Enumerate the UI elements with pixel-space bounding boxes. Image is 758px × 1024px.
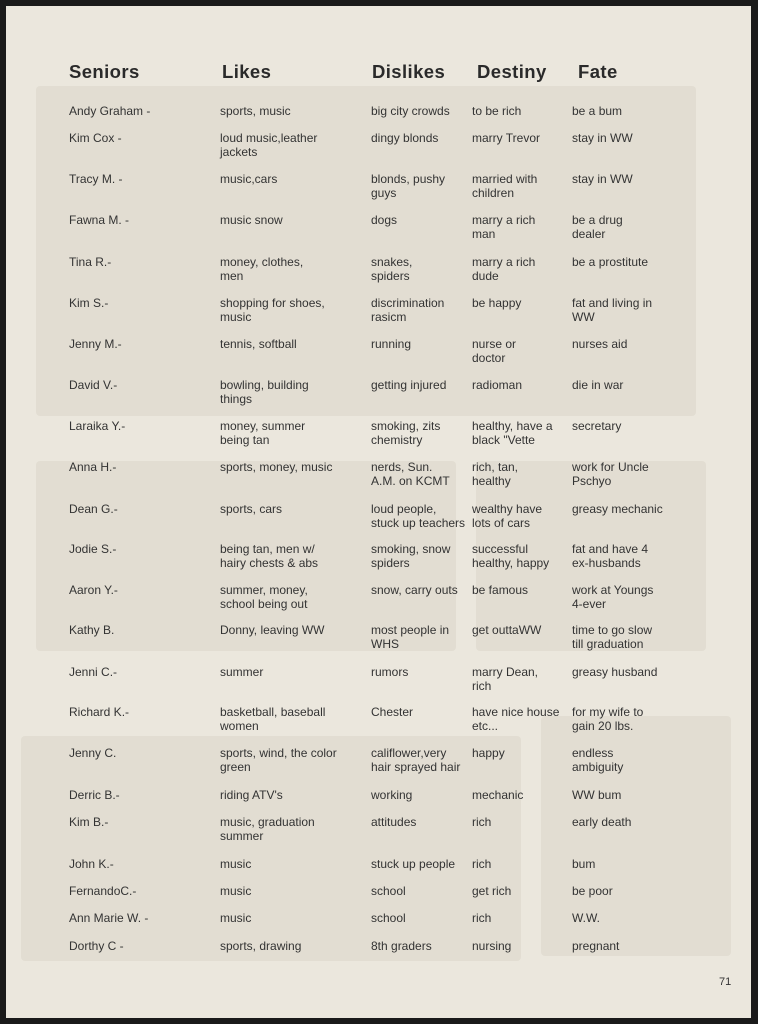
destiny-cell: rich [472, 815, 492, 829]
fate-cell: greasy husband [572, 665, 658, 679]
senior-name: Laraika Y.- [69, 419, 126, 433]
likes-cell: summer [220, 665, 264, 679]
fate-cell: be a prostitute [572, 255, 649, 269]
likes-cell: riding ATV's [220, 788, 283, 802]
destiny-cell: healthy, have a black "Vette [472, 419, 553, 447]
dislikes-cell: smoking, snow spiders [371, 542, 451, 570]
destiny-cell: radioman [472, 378, 523, 392]
destiny-cell: get rich [472, 884, 512, 898]
dislikes-cell: dogs [371, 213, 398, 227]
senior-name: Richard K.- [69, 705, 130, 719]
likes-cell: music [220, 884, 252, 898]
senior-name: Dorthy C - [69, 939, 124, 953]
destiny-cell: rich [472, 911, 492, 925]
likes-cell: money, clothes, men [220, 255, 304, 283]
likes-cell: sports, cars [220, 502, 283, 516]
senior-name: Jenny M.- [69, 337, 122, 351]
likes-cell: sports, money, music [220, 460, 333, 474]
destiny-cell: be famous [472, 583, 529, 597]
dislikes-cell: loud people, stuck up teachers [371, 502, 466, 530]
senior-name: Tracy M. - [69, 172, 123, 186]
dislikes-cell: rumors [371, 665, 409, 679]
fate-cell: for my wife to gain 20 lbs. [572, 705, 644, 733]
fate-cell: work at Youngs 4-ever [572, 583, 654, 611]
senior-name: Kim S.- [69, 296, 109, 310]
destiny-cell: happy [472, 746, 505, 760]
dislikes-cell: stuck up people [371, 857, 456, 871]
likes-cell: music, graduation summer [220, 815, 315, 843]
destiny-cell: be happy [472, 296, 522, 310]
fate-cell: be a drug dealer [572, 213, 623, 241]
page-number: 71 [719, 976, 732, 988]
destiny-cell: get outtaWW [472, 623, 542, 637]
dislikes-cell: big city crowds [371, 104, 450, 118]
destiny-cell: rich [472, 857, 492, 871]
fate-cell: time to go slow till graduation [572, 623, 653, 651]
destiny-cell: to be rich [472, 104, 522, 118]
dislikes-cell: snakes, spiders [371, 255, 413, 283]
dislikes-cell: school [371, 911, 406, 925]
likes-cell: Donny, leaving WW [220, 623, 325, 637]
destiny-cell: rich, tan, healthy [472, 460, 519, 488]
dislikes-cell: attitudes [371, 815, 417, 829]
dislikes-cell: most people in WHS [371, 623, 450, 651]
likes-cell: shopping for shoes, music [220, 296, 325, 324]
header-dislikes: Dislikes [372, 61, 446, 82]
likes-cell: bowling, building things [220, 378, 309, 406]
likes-cell: loud music,leather jackets [220, 131, 318, 159]
senior-name: Andy Graham - [69, 104, 151, 118]
likes-cell: music [220, 911, 252, 925]
likes-cell: sports, wind, the color green [220, 746, 337, 774]
senior-name: David V.- [69, 378, 118, 392]
senior-name: Jenny C. [69, 746, 117, 760]
fate-cell: W.W. [572, 911, 600, 925]
senior-name: Kathy B. [69, 623, 115, 637]
header-seniors: Seniors [69, 61, 140, 82]
fate-cell: nurses aid [572, 337, 628, 351]
fate-cell: fat and living in WW [572, 296, 653, 324]
senior-name: Anna H.- [69, 460, 117, 474]
fate-cell: fat and have 4 ex-husbands [572, 542, 649, 570]
likes-cell: music,cars [220, 172, 278, 186]
senior-name: Jenni C.- [69, 665, 118, 679]
fate-cell: secretary [572, 419, 622, 433]
senior-name: Derric B.- [69, 788, 120, 802]
fate-cell: die in war [572, 378, 624, 392]
senior-name: Fawna M. - [69, 213, 130, 227]
likes-cell: music [220, 857, 252, 871]
fate-cell: work for Uncle Pschyo [572, 460, 649, 488]
likes-cell: tennis, softball [220, 337, 297, 351]
destiny-cell: marry Dean, rich [472, 665, 539, 693]
senior-name: Jodie S.- [69, 542, 117, 556]
fate-cell: stay in WW [572, 131, 633, 145]
fate-cell: be poor [572, 884, 613, 898]
dislikes-cell: smoking, zits chemistry [371, 419, 441, 447]
senior-name: Dean G.- [69, 502, 118, 516]
senior-name: John K.- [69, 857, 114, 871]
dislikes-cell: getting injured [371, 378, 447, 392]
fate-cell: bum [572, 857, 596, 871]
senior-name: Kim Cox - [69, 131, 122, 145]
fate-cell: pregnant [572, 939, 620, 953]
dislikes-cell: running [371, 337, 412, 351]
destiny-cell: nursing [472, 939, 512, 953]
dislikes-cell: discrimination rasicm [371, 296, 445, 324]
dislikes-cell: califlower,very hair sprayed hair [371, 746, 461, 774]
destiny-cell: married with children [472, 172, 538, 200]
header-destiny: Destiny [477, 61, 547, 82]
dislikes-cell: dingy blonds [371, 131, 439, 145]
likes-cell: sports, music [220, 104, 291, 118]
dislikes-cell: snow, carry outs [371, 583, 458, 597]
likes-cell: sports, drawing [220, 939, 302, 953]
destiny-cell: wealthy have lots of cars [472, 502, 543, 530]
fate-cell: stay in WW [572, 172, 633, 186]
dislikes-cell: blonds, pushy guys [371, 172, 446, 200]
header-likes: Likes [222, 61, 272, 82]
senior-name: FernandoC.- [69, 884, 137, 898]
likes-cell: being tan, men w/ hairy chests & abs [220, 542, 319, 570]
fate-cell: WW bum [572, 788, 622, 802]
dislikes-cell: nerds, Sun. A.M. on KCMT [371, 460, 450, 488]
destiny-cell: marry Trevor [472, 131, 541, 145]
destiny-cell: marry a rich dude [472, 255, 536, 283]
destiny-cell: mechanic [472, 788, 524, 802]
destiny-cell: have nice house etc... [472, 705, 560, 733]
dislikes-cell: 8th graders [371, 939, 432, 953]
senior-name: Ann Marie W. - [69, 911, 149, 925]
destiny-cell: marry a rich man [472, 213, 536, 241]
header-fate: Fate [578, 61, 618, 82]
likes-cell: basketball, baseball women [220, 705, 326, 733]
fate-cell: greasy mechanic [572, 502, 663, 516]
fate-cell: early death [572, 815, 632, 829]
fate-cell: endless ambiguity [572, 746, 624, 774]
destiny-cell: nurse or doctor [472, 337, 517, 365]
fate-cell: be a bum [572, 104, 623, 118]
likes-cell: summer, money, school being out [220, 583, 308, 611]
senior-name: Tina R.- [69, 255, 112, 269]
yearbook-page [6, 6, 751, 1018]
destiny-cell: successful healthy, happy [472, 542, 550, 570]
likes-cell: music snow [220, 213, 283, 227]
dislikes-cell: working [371, 788, 413, 802]
dislikes-cell: Chester [371, 705, 414, 719]
senior-name: Aaron Y.- [69, 583, 118, 597]
likes-cell: money, summer being tan [220, 419, 306, 447]
senior-name: Kim B.- [69, 815, 109, 829]
dislikes-cell: school [371, 884, 406, 898]
